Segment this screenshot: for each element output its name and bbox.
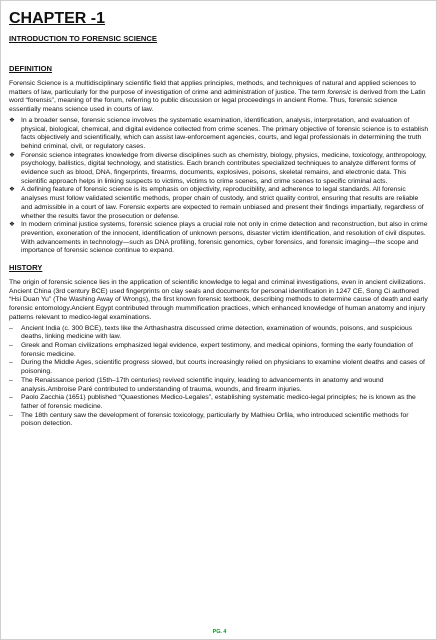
page-content (9, 9, 430, 436)
definition-bullet-text: In modern criminal justice systems, forensic science plays a crucial role not only in crime detection and reconstruction, but also in crime prevention, exoneration of the innocent, identification of unknown persons, disaster victim identification, and resolution of civil disputes. With advancements in technology—such as DNA profiling, forensic genomics, cyber forensics, and forensic imaging—the scope and importance of forensic science continue to expand. (21, 221, 428, 255)
history-heading: HISTORY (9, 263, 43, 273)
definition-bullet-text: A defining feature of forensic science is its emphasis on objectivity, reproducibility, and adherence to legal standards. All forensic analyses must follow validated scientific methods, proper chain of custody, and strict quality control, ensuring that results are reliable and admissible in a court of law. Forensic experts are expected to remain unbiased and present their findings impartially, regardless of whether the results favor the prosecution or defense. (21, 186, 424, 220)
history-item-text: During the Middle Ages, scientific progress slowed, but courts increasingly relied on physicians to examine violent deaths and cases of poisoning. (21, 359, 425, 376)
history-intro-paragraph: The origin of forensic science lies in the application of scientific knowledge to legal and criminal investigations, even in ancient civilizations. Ancient China (3rd century BCE) used fingerprints on clay seals and documents for personal identification in 1247 CE, Song Ci authored “Hsi Duan Yu” (The Washing Away of Wrongs), the first known forensic textbook, describing methods to determine cause of death and early forensic entomology.Ancient Egypt contributed through mummification practices, which enhanced knowledge of human anatomy and injury patterns relevant to medico-legal examinations. (9, 279, 428, 321)
history-item-text: The 18th century saw the development of forensic toxicology, particularly by Mathieu Orfila, who introduced scientific methods for poison detection. (21, 411, 409, 428)
definition-bullet-text: In a broader sense, forensic science involves the systematic examination, identification, analysis, interpretation, and evaluation of physical, biological, chemical, and digital evidence collected from crime scenes. The primary objective of forensic science is to establish facts objectively and scientifically, which can assist law-enforcement agencies, courts, and legal professionals in determining the truth behind criminal, civil, or regulatory cases. (21, 116, 429, 150)
history-item (9, 359, 430, 376)
history-item (9, 394, 430, 411)
history-item (9, 325, 430, 342)
definition-bullet (9, 117, 430, 152)
definition-bullet (9, 152, 430, 187)
definition-text-start: Forensic Science is a multidisciplinary scientific field that applies principles, methods, and techniques of natural and applied sciences to matters of law, particularly for the purpose of investigation of crime and administration of justice. The term (9, 80, 416, 96)
definition-italic-term: forensic (327, 88, 352, 96)
history-item-text: The Renaissance period (15th–17th centuries) revived scientific inquiry, leading to advancements in anatomy and wound analysis.Ambroise Paré contributed to understanding of trauma, wounds, and firearm injuries. (21, 376, 384, 393)
definition-bullet-text: Forensic science integrates knowledge from diverse disciplines such as chemistry, biology, physics, medicine, toxicology, anthropology, psychology, ballistics, digital technology, and statistics. Each branch contributes specialized techniques to analyze different forms of evidence such as blood, DNA, fingerprints, firearms, documents, explosives, poisons, skeletal remains, and electronic data. This scientific approach helps in linking suspects to victims, victims to crime scenes, and crime scenes to specific criminal acts. (21, 151, 427, 185)
history-item (9, 412, 430, 429)
history-item (9, 377, 430, 394)
dash-bullet-icon: – (9, 341, 13, 349)
definition-text-end: is derived from the Latin word “forensis”, meaning of the forum, referring to public discussion or legal proceedings in ancient Rome. Thus, forensic science essentially means science used in courts of law. (9, 88, 426, 114)
bullet-diamond-icon: ❖ (9, 116, 15, 124)
dash-bullet-icon: – (9, 324, 13, 332)
bullet-diamond-icon: ❖ (9, 151, 15, 159)
dash-bullet-icon: – (9, 411, 13, 419)
history-item-text: Greek and Roman civilizations emphasized legal evidence, expert testimony, and medical opinions, forming the early foundation of forensic medicine. (21, 341, 414, 358)
dash-bullet-icon: – (9, 394, 13, 402)
history-item-text: Ancient India (c. 300 BCE), texts like the Arthashastra discussed crime detection, examination of wounds, poisons, and suspicious deaths, linking medicine with law. (21, 324, 413, 341)
history-dash-list (9, 325, 430, 429)
page-number: PG. 4 (212, 629, 227, 635)
section-title: INTRODUCTION TO FORENSIC SCIENCE (9, 34, 157, 43)
bullet-diamond-icon: ❖ (9, 221, 15, 229)
dash-bullet-icon: – (9, 359, 13, 367)
history-item-text: Paolo Zacchia (1651) published “Quaestiones Medico-Legales”, establishing systematic medico-legal principles; he is known as the father of forensic medicine. (21, 394, 416, 410)
definition-bullet (9, 186, 430, 221)
definition-bullet (9, 221, 430, 256)
definition-heading: DEFINITION (9, 64, 53, 73)
dash-bullet-icon: – (9, 376, 13, 384)
history-item (9, 342, 430, 359)
bullet-diamond-icon: ❖ (9, 186, 15, 194)
definition-paragraph (9, 80, 430, 115)
definition-bullet-list (9, 117, 430, 256)
chapter-title: CHAPTER -1 (9, 10, 106, 27)
